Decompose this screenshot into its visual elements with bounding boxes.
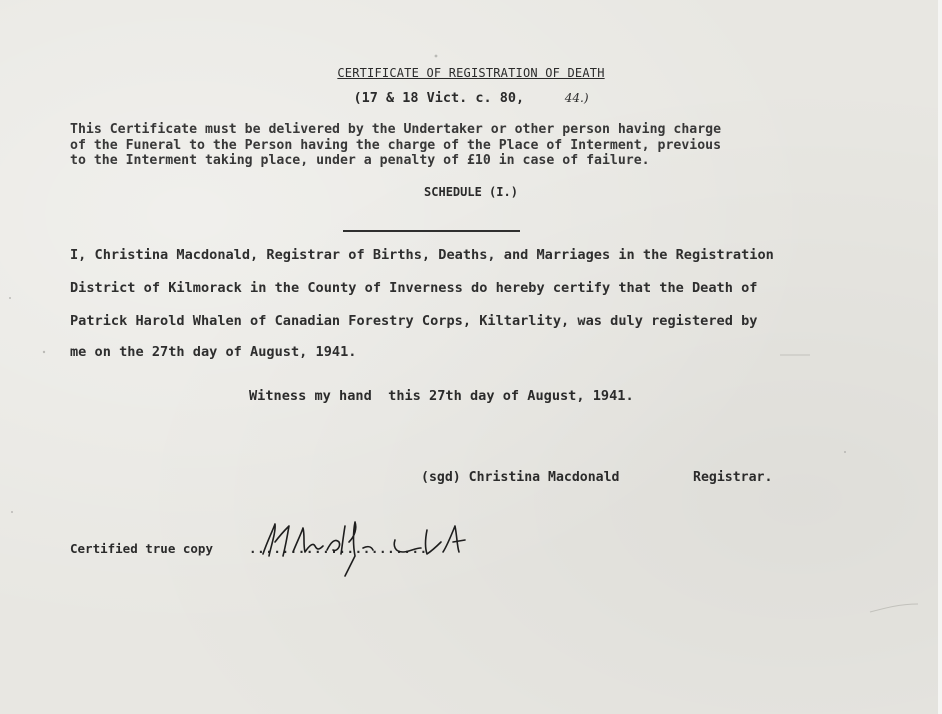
notice-line: of the Funeral to the Person having the charge of the Place of Interment, previous — [70, 137, 722, 153]
divider-rule — [343, 230, 520, 232]
notice-line: This Certificate must be delivered by the Undertaker or other person having charge — [70, 122, 722, 137]
certified-label: Certified true copy — [70, 541, 213, 556]
certification-line: Patrick Harold Whalen of Canadian Forestry Corps, Kiltarlity, was duly registered by — [70, 313, 758, 329]
witness-statement: Witness my hand this 27th day of August, 1941. — [249, 388, 634, 404]
act-reference — [0, 90, 942, 106]
certification-line: District of Kilmorack in the County of Inverness do hereby certify that the Death of — [70, 280, 758, 296]
act-reference-text: (17 & 18 Vict. c. 80, — [353, 90, 525, 106]
certificate-title: CERTIFICATE OF REGISTRATION OF DEATH — [337, 66, 605, 80]
signed-by: (sgd) Christina Macdonald — [421, 470, 620, 485]
certification-line: me on the 27th day of August, 1941. — [70, 344, 357, 360]
page-edge — [938, 0, 942, 714]
certification-line: I, Christina Macdonald, Registrar of Births, Deaths, and Marriages in the Registration — [70, 247, 774, 263]
certified-dots: ...................... — [249, 541, 428, 556]
handwritten-signature — [245, 512, 475, 582]
notice-line: to the Interment taking place, under a penalty of £10 in case of failure. — [70, 153, 650, 168]
delivery-notice — [70, 122, 890, 169]
act-section-handwritten: 44.) — [564, 91, 589, 105]
registrar-title: Registrar. — [693, 470, 773, 485]
schedule-heading: SCHEDULE (I.) — [424, 185, 518, 199]
